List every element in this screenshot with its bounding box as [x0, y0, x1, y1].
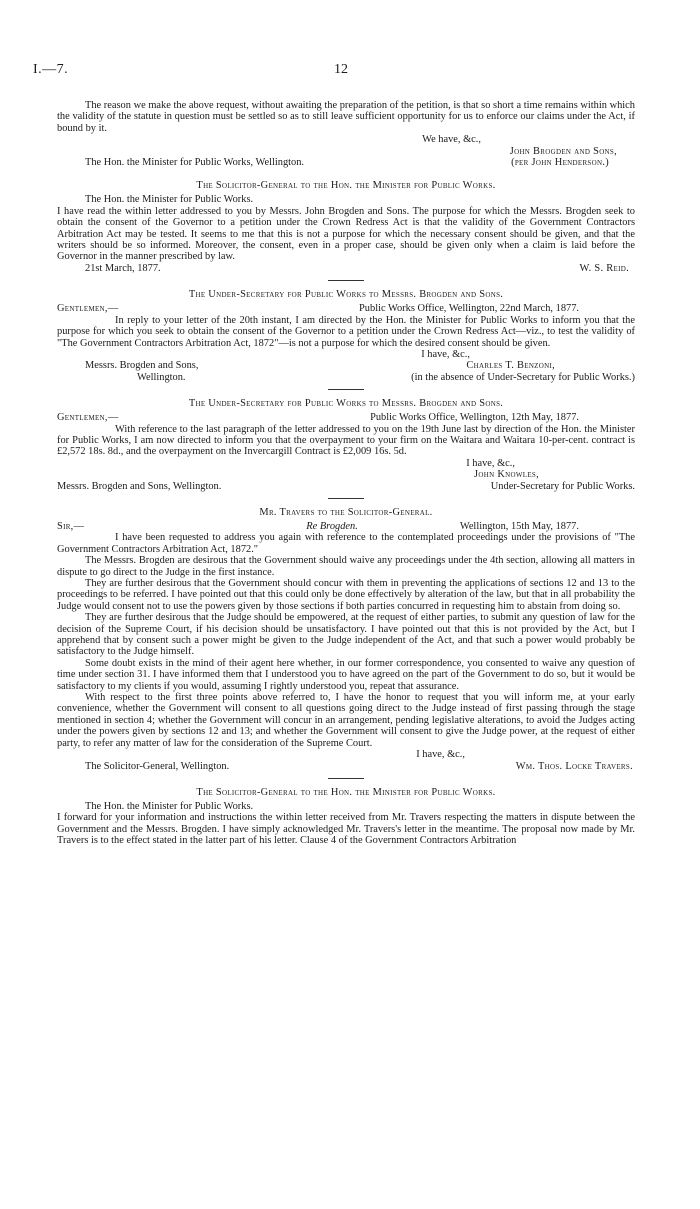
place-date: Public Works Office, Wellington, 12th May, 1877. — [370, 412, 579, 424]
re-line: Re Brogden. — [306, 520, 358, 532]
letter-heading: The Solicitor-General to the Hon. the Minister for Public Works. — [196, 180, 496, 192]
closing: I have, &c., — [421, 348, 470, 360]
signature: Wm. Thos. Locke Travers. — [515, 760, 633, 772]
addressee: Messrs. Brogden and Sons, — [85, 360, 199, 372]
signature-per: (per John Henderson.) — [511, 157, 609, 169]
addressee: The Hon. the Minister for Public Works. — [85, 800, 254, 812]
letter-heading: The Under-Secretary for Public Works to Messrs. Brogden and Sons. — [188, 289, 504, 301]
place-date: Wellington, 15th May, 1877. — [459, 520, 579, 532]
signature-note: (in the absence of Under-Secretary for Public Works.) — [411, 371, 635, 383]
paragraph: The Messrs. Brogden are desirous that the Government should waive any proceedings under the 4th section, allowing all matters in dispute to go direct to the Judge in the first instance. — [57, 555, 635, 578]
addressee: The Hon. the Minister for Public Works. — [85, 194, 254, 206]
divider — [328, 280, 364, 281]
letter-heading: Mr. Travers to the Solicitor-General. — [259, 506, 433, 518]
paragraph: Some doubt exists in the mind of their agent here whether, in our former correspondence, you consented to waive any question of time under section 31. I have informed them that I understood you to have agreed on the part of the Government to do so, but it would be satisfactory to my clients if you would, assuming I rightly understood you, repeat that assurance. — [57, 657, 635, 692]
closing: We have, &c., — [422, 134, 481, 146]
series-label: I.—7. — [33, 62, 69, 77]
addressee: The Solicitor-General, Wellington. — [85, 760, 230, 772]
signature: John Knowles, — [474, 469, 539, 481]
signature: Charles T. Benzoni, — [466, 360, 555, 372]
closing: I have, &c., — [416, 749, 465, 761]
addressee: Messrs. Brogden and Sons, Wellington. — [57, 480, 222, 492]
letter-heading: The Solicitor-General to the Hon. the Minister for Public Works. — [196, 786, 496, 798]
signature: John Brogden and Sons, — [509, 145, 617, 157]
date: 21st March, 1877. — [85, 262, 161, 274]
paragraph: I have been requested to address you again with reference to the contemplated proceedings under the provisions of "The Government Contractors Arbitration Act, 1872." — [57, 532, 635, 555]
addressee: Wellington. — [137, 371, 186, 383]
paragraph: With reference to the last paragraph of the letter addressed to you on the 19th June last by direction of the Hon. the Minister for Public Works, I am now directed to inform you that the overpayment to your firm on the Waitara and Waitara 10-per-cent. contract is £2,572 18s. 8d., and the overpayment on the Invercargill Contract is £2,009 16s. 5d. — [57, 423, 635, 458]
divider — [328, 778, 364, 779]
divider — [328, 389, 364, 390]
addressee: The Hon. the Minister for Public Works, Wellington. — [85, 157, 305, 169]
signature: W. S. Reid. — [579, 262, 629, 274]
place-date: Public Works Office, Wellington, 22nd March, 1877. — [359, 303, 579, 315]
paragraph: In reply to your letter of the 20th instant, I am directed by the Hon. the Minister for Public Works to inform you that the purpose for which you seek to obtain the consent of the Governor to a petition under the Crown Redress Act—viz., to test the validity of "The Government Contractors Arbitration Act, 1872"—is not a purpose for which the desired consent should be given. — [57, 314, 635, 349]
salutation: Sir,— — [57, 520, 85, 532]
salutation: Gentlemen,— — [57, 303, 119, 315]
paragraph: I forward for your information and instructions the within letter received from Mr. Travers respecting the matters in dispute between the Government and the Messrs. Brogden. I have simply acknowledged Mr. Travers's letter in the meantime. The proposal now made by Mr. Travers is to the effect stated in the latter part of his letter. Clause 4 of the Government Contractors Arbitration — [57, 812, 635, 847]
page-number: 12 — [334, 62, 348, 77]
paragraph: They are further desirous that the Judge should be empowered, at the request of either parties, to submit any question of law for the decision of the Supreme Court, if his decision should be unsatisfactory. I have pointed out that this is not provided by the Act, but I apprehend that by consent such a power might be given to the Judge independent of the Act, and that such a power would probably be satisfactory to the Judge himself. — [57, 612, 635, 658]
divider — [328, 498, 364, 499]
paragraph: The reason we make the above request, without awaiting the preparation of the petition, is that so short a time remains within which the validity of the statute in question must be settled so as to still leave sufficient opportunity for us to enforce our claims under the Act, if bound by it. — [57, 100, 635, 134]
paragraph: With respect to the first three points above referred to, I have the honor to request that you will inform me, at your early convenience, whether the Government will consent to all questions going direct to the Judge instead of first passing through the stage mentioned in section 4; whether the Government will concur in an arrangement, pending legislative alterations, to avoid the Judges acting under the powers given by sections 12 and 13; and whether the Government will consent to give the Judge power, at the request of either party, to refer any matter of law for the consideration of the Supreme Court. — [57, 692, 635, 749]
closing: I have, &c., — [466, 457, 515, 469]
paragraph: They are further desirous that the Government should concur with them in preventing the applications of sections 12 and 13 to the proceedings to be referred. I have pointed out that this could only be done effectively by alteration of the law, but that in all probability the Judge would consent not to use the powers given by those sections if both parties concurred in requesting him to abstain from doing so. — [57, 578, 635, 612]
letter-heading: The Under-Secretary for Public Works to Messrs. Brogden and Sons. — [188, 398, 504, 410]
document-body — [57, 100, 635, 847]
signature-title: Under-Secretary for Public Works. — [490, 480, 635, 492]
salutation: Gentlemen,— — [57, 412, 119, 424]
paragraph: I have read the within letter addressed to you by Messrs. John Brogden and Sons. The purpose for which the Messrs. Brogden seek to obtain the consent of the Governor to a petition under the Crown Redress Act is that the validity of the Government Contractors Arbitration Act may be tested. It seems to me that this is not a purpose for which the necessary consent should be given, and that the writers should be so informed. Moreover, the consent, even in a proper case, should be given only when a claim is laid before the Governor in the manner prescribed by law. — [57, 205, 635, 263]
